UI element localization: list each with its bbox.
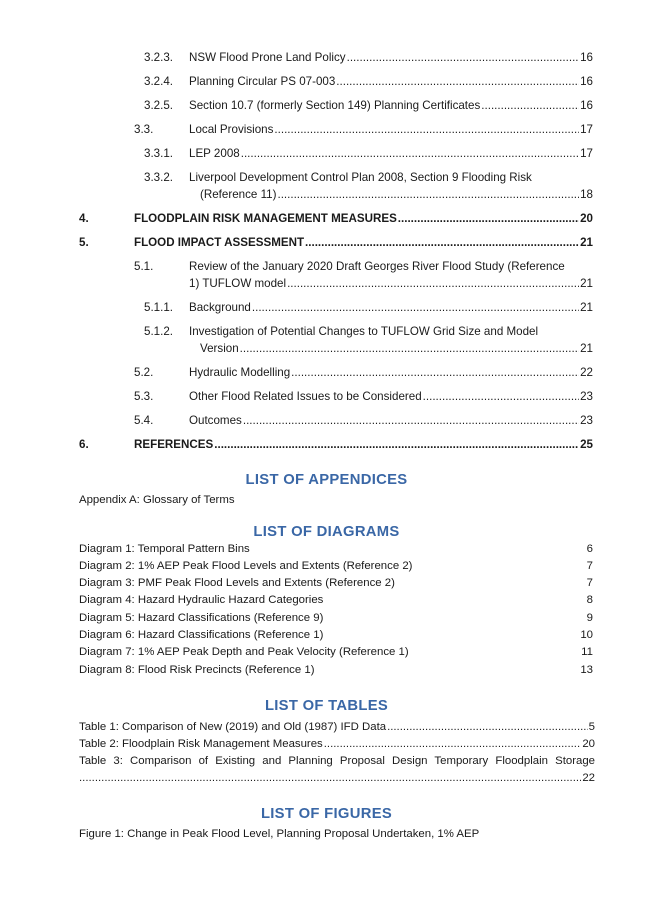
- toc-title: Local Provisions: [189, 123, 274, 136]
- table-page: 22: [582, 772, 595, 784]
- diagram-title: Diagram 8: Flood Risk Precincts (Reference 1): [79, 664, 315, 676]
- table-title: Table 3: Comparison of Existing and Planning Proposal Design Temporary Floodplain Storage: [79, 755, 595, 767]
- figures-heading: LIST OF FIGURES: [260, 806, 393, 822]
- toc-page: 22: [580, 366, 593, 379]
- diagram-page: 9: [586, 612, 593, 624]
- toc-page: 25: [580, 438, 593, 451]
- toc-page: 23: [580, 414, 593, 427]
- table-title: Table 1: Comparison of New (2019) and Old (1987) IFD Data: [79, 721, 387, 733]
- toc-title: Background: [189, 301, 251, 314]
- appendix-item[interactable]: Appendix A: Glossary of Terms: [79, 494, 235, 506]
- figure-item[interactable]: Figure 1: Change in Peak Flood Level, Planning Proposal Undertaken, 1% AEP: [79, 828, 480, 840]
- toc-number: 5.1.1.: [144, 301, 174, 314]
- diagram-title: Diagram 5: Hazard Classifications (Reference 9): [79, 612, 324, 624]
- toc-number: 5.1.: [134, 260, 154, 273]
- toc-number: 5.2.: [134, 366, 154, 379]
- toc-title: Review of the January 2020 Draft Georges River Flood Study (Reference: [189, 260, 565, 273]
- diagram-page: 7: [586, 577, 593, 589]
- toc-title-continued: 1) TUFLOW model: [189, 277, 287, 290]
- toc-page: 20: [580, 212, 593, 225]
- appendices-heading: LIST OF APPENDICES: [245, 472, 408, 488]
- toc-title: FLOODPLAIN RISK MANAGEMENT MEASURES: [134, 212, 397, 225]
- diagrams-heading: LIST OF DIAGRAMS: [253, 524, 400, 540]
- toc-page: 18: [580, 188, 593, 201]
- toc-number: 3.3.2.: [144, 171, 174, 184]
- diagram-page: 6: [586, 543, 593, 555]
- diagram-page: 11: [581, 646, 593, 658]
- toc-number: 3.2.5.: [144, 99, 174, 112]
- tables-heading: LIST OF TABLES: [264, 698, 389, 714]
- toc-title: LEP 2008: [189, 147, 240, 160]
- diagram-title: Diagram 4: Hazard Hydraulic Hazard Categories: [79, 594, 324, 606]
- toc-page: 21: [580, 277, 593, 290]
- toc-number: 3.3.: [134, 123, 154, 136]
- table-page: 5: [588, 721, 595, 733]
- toc-number: 6.: [79, 438, 89, 451]
- toc-page: 17: [580, 147, 593, 160]
- toc-page: 21: [580, 301, 593, 314]
- toc-title: Hydraulic Modelling: [189, 366, 291, 379]
- toc-title: Other Flood Related Issues to be Considered: [189, 390, 422, 403]
- toc-title: NSW Flood Prone Land Policy: [189, 51, 346, 64]
- toc-title: Planning Circular PS 07-003: [189, 75, 336, 88]
- toc-title: Section 10.7 (formerly Section 149) Planning Certificates: [189, 99, 481, 112]
- toc-title: Investigation of Potential Changes to TUFLOW Grid Size and Model: [189, 325, 539, 338]
- toc-number: 5.: [79, 236, 89, 249]
- toc-title: Liverpool Development Control Plan 2008, Section 9 Flooding Risk: [189, 171, 532, 184]
- diagram-page: 10: [580, 629, 593, 641]
- diagram-title: Diagram 6: Hazard Classifications (Reference 1): [79, 629, 324, 641]
- toc-page: 16: [580, 51, 593, 64]
- toc-page: 16: [580, 99, 593, 112]
- toc-number: 3.3.1.: [144, 147, 174, 160]
- diagram-title: Diagram 3: PMF Peak Flood Levels and Extents (Reference 2): [79, 577, 395, 589]
- toc-title-continued: Version: [200, 342, 239, 355]
- toc-page: 17: [580, 123, 593, 136]
- toc-page: 16: [580, 75, 593, 88]
- toc-number: 3.2.4.: [144, 75, 174, 88]
- diagram-page: 7: [586, 560, 593, 572]
- diagram-title: Diagram 1: Temporal Pattern Bins: [79, 543, 250, 555]
- diagram-page: 8: [586, 594, 593, 606]
- toc-page: 21: [580, 236, 593, 249]
- diagram-title: Diagram 7: 1% AEP Peak Depth and Peak Velocity (Reference 1): [79, 646, 409, 658]
- toc-title: REFERENCES: [134, 438, 214, 451]
- toc-title-continued: (Reference 11): [200, 188, 277, 201]
- toc-page: 23: [580, 390, 593, 403]
- toc-title: FLOOD IMPACT ASSESSMENT: [134, 236, 305, 249]
- table-page: 20: [582, 738, 595, 750]
- toc-number: 5.3.: [134, 390, 154, 403]
- diagram-page: 13: [580, 664, 593, 676]
- table-title: Table 2: Floodplain Risk Management Measures: [79, 738, 323, 750]
- toc-title: Outcomes: [189, 414, 242, 427]
- toc-number: 4.: [79, 212, 89, 225]
- toc-number: 3.2.3.: [144, 51, 174, 64]
- diagram-title: Diagram 2: 1% AEP Peak Flood Levels and Extents (Reference 2): [79, 560, 413, 572]
- toc-page: 21: [580, 342, 593, 355]
- toc-number: 5.1.2.: [144, 325, 174, 338]
- toc-number: 5.4.: [134, 414, 154, 427]
